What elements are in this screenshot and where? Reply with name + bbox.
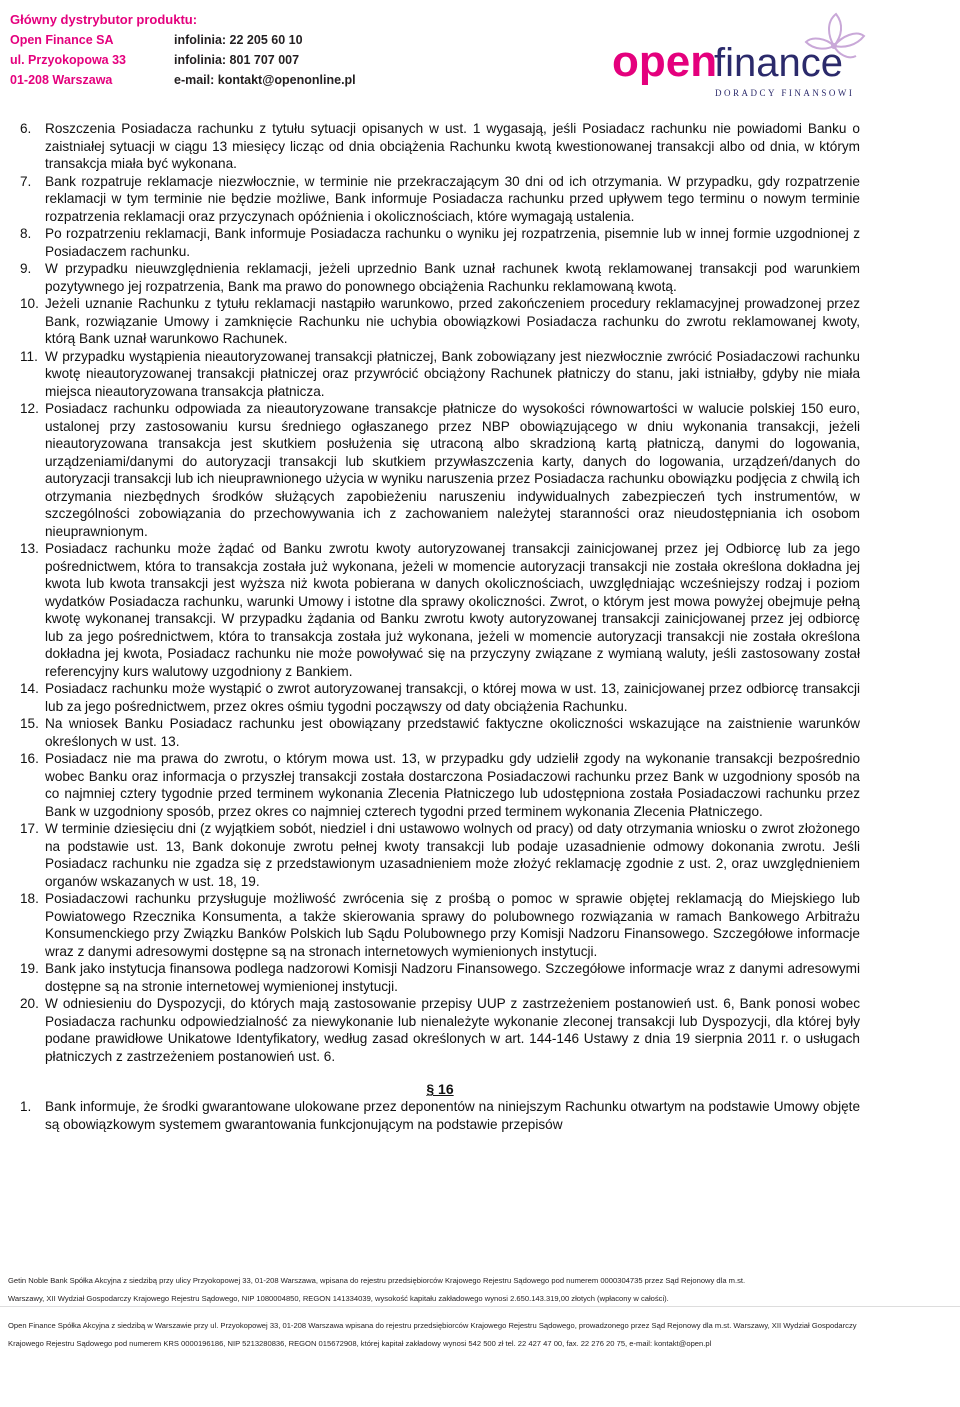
item-number: 18. — [20, 891, 39, 906]
footer-line-2: Warszawy, XII Wydział Gospodarczy Krajowego Rejestru Sądowego, NIP 1080004850, REGON 141334039, wysokość kapitału zakładowego wynosi 2.650.143.319,00 złotych (wpłacony w całości). — [8, 1294, 669, 1303]
item-number: 11. — [20, 348, 38, 364]
item-number: 12. — [20, 401, 39, 416]
list-item — [20, 540, 860, 680]
list-item — [20, 225, 860, 260]
item-text: W przypadku nieuwzględnienia reklamacji, jeżeli uprzednio Bank uznał rachunek kwotą reklamowanej transakcji pod warunkiem pozytywnego jej rozpatrzenia, Bank ma prawo do ponownego obciążenia Rachunku reklamowaną kwotą. — [45, 261, 860, 294]
list-item — [20, 890, 860, 960]
hotline-1: infolinia: 22 205 60 10 — [174, 33, 303, 47]
item-text: Posiadacz rachunku może żądać od Banku zwrotu kwoty autoryzowanej transakcji zainicjowanej przez jej Odbiorcę lub za jego pośrednictwem, która to transakcja została już wykonana, jeżeli w momencie autoryzacji transakcji nie została określona dokładna jej kwota lub kwota transakcji jest wyższa niż kwota pobierana w danych okolicznościach, uwzględniając wcześniejszy rodzaj i poziom wydatków Posiadacza rachunku, warunki Umowy i istotne dla sprawy okoliczności. Zwrot, o którym jest mowa powyżej obejmuje pełną kwotę wykonanej transakcji. W przypadku żądania od Banku zwrotu kwoty autoryzowanej transakcji zainicjowanej przez jej odbiorcę lub za jego pośrednictwem, która to transakcja została już wykonana, jeżeli w momencie autoryzacji transakcji nie została określona dokładna jej kwota, Posiadacz rachunku nie może powoływać się na przyczyny związane z wymianą waluty, jeśli zastosowany został referencyjny kurs walutowy uzgodniony z Bankiem. — [45, 541, 860, 679]
list-item — [20, 820, 860, 890]
contact-email: e-mail: kontakt@openonline.pl — [174, 73, 356, 87]
item-text: Bank rozpatruje reklamacje niezwłocznie, w terminie nie przekraczającym 30 dni od ich otrzymania. W przypadku, gdy rozpatrzenie reklamacji w tym terminie nie będzie możliwe, Bank informuje Posiadacza rachunku przed upływem tego terminu o nowym terminie rozpatrzenia reklamacji oraz przyczynach opóźnienia i okolicznościach, które wymagają ustalenia. — [45, 173, 860, 224]
item-number: 14. — [20, 681, 39, 696]
item-number: 9. — [20, 261, 32, 276]
list-item — [20, 1098, 860, 1133]
list-item — [20, 348, 860, 401]
document-body — [20, 120, 860, 1133]
item-text: Jeżeli uznanie Rachunku z tytułu reklamacji nastąpiło warunkowo, przed zakończeniem procedury reklamacyjnej prowadzonej przez Bank, rozwiązanie Umowy i zamknięcie Rachunku nie uchybia obowiązkowi Posiadacza rachunku do zwrotu reklamowanej kwoty, którą Bank uznał warunkowo Rachunek. — [45, 296, 860, 346]
item-number: 10. — [20, 296, 39, 311]
item-text: W przypadku wystąpienia nieautoryzowanej transakcji płatniczej, Bank zobowiązany jest niezwłocznie zwrócić Posiadaczowi rachunku kwotę nieautoryzowanej transakcji płatniczej oraz przywrócić obciążony Rachunek płatniczy do stanu, jaki istniałby, gdyby nie miała miejsca nieautoryzowana transakcja płatnicza. — [45, 348, 860, 399]
hotline-2: infolinia: 801 707 007 — [174, 53, 300, 67]
footer-openfinance-info — [8, 1317, 958, 1353]
item-text: Posiadacz rachunku może wystąpić o zwrot autoryzowanej transakcji, o której mowa w ust. 13, zainicjowanej przez odbiorcę transakcji lub za jego pośrednictwem, przez okres ośmiu tygodni począwszy od daty obciążenia Rachunku. — [45, 681, 860, 714]
item-text: Na wniosek Banku Posiadacz rachunku jest obowiązany przedstawić faktyczne okoliczności wskazujące na zaistnienie warunków określonych w ust. 13. — [45, 716, 860, 749]
list-item — [20, 960, 860, 995]
item-number: 20. — [20, 996, 39, 1011]
item-number: 7. — [20, 173, 32, 189]
company-street: ul. Przyokopowa 33 — [10, 53, 127, 67]
list-item — [20, 173, 860, 226]
company-city: 01-208 Warszawa — [10, 73, 113, 87]
section-paragraph-list — [20, 1098, 860, 1133]
list-item — [20, 680, 860, 715]
item-text: Bank jako instytucja finansowa podlega nadzorowi Komisji Nadzoru Finansowego. Szczegółowe informacje wraz z danymi adresowymi dostępne są na stronie internetowej wymienionej instytucji. — [45, 961, 860, 994]
list-item — [20, 750, 860, 820]
item-number: 13. — [20, 541, 39, 556]
list-item — [20, 120, 860, 173]
item-text: Posiadacz rachunku odpowiada za nieautoryzowane transakcje płatnicze do wysokości równowartości w walucie polskiej 150 euro, ustalonej przy zastosowaniu kursu średniego ogłaszanego przez NBP obowiązującego w dniu wykonania transakcji, jeżeli nieautoryzowana transakcja jest skutkiem posłużenia się utraconą albo skradzioną kartą płatniczą, danymi do logowania, urządzeniami/danymi do autoryzacji transakcji lub skutkiem przywłaszczenia karty, danych do logowania, urządzeń/danych do autoryzacji transakcji lub ich nieuprawnionego użycia w wyniku naruszenia przez Posiadacza rachunku obowiązku podjęcia z chwilą ich otrzymania niezbędnych środków służących zapobieżeniu naruszeniu indywidualnych zabezpieczeń tych instrumentów, w szczególności zobowiązania do przechowywania ich z zachowaniem należytej staranności oraz nieudostępniania ich osobom nieuprawnionym. — [45, 401, 860, 539]
item-text: Po rozpatrzeniu reklamacji, Bank informuje Posiadacza rachunku o wyniku jej rozpatrzenia, pisemnie lub w innej formie uzgodnionej z Posiadaczem rachunku. — [45, 226, 860, 259]
contact-block — [174, 30, 356, 90]
list-item — [20, 715, 860, 750]
item-text: Posiadaczowi rachunku przysługuje możliwość zwrócenia się z prośbą o pomoc w sprawie objętej reklamacją do Miejskiego lub Powiatowego Rzecznika Konsumenta, a także skierowania sprawy do polubownego rozwiązania w ramach Bankowego Arbitrażu Konsumenckiego przy Związku Banków Polskich lub Sądu Polubownego przy Komisji Nadzoru Finansowego. Szczegółowe informacje wraz z danymi adresowymi dostępne są na stronach internetowych wymienionych instytucji. — [45, 891, 860, 959]
list-item — [20, 295, 860, 348]
footer-line-1: Getin Noble Bank Spółka Akcyjna z siedzibą przy ulicy Przyokopowej 33, 01-208 Warszawa, wpisana do rejestru przedsiębiorców Krajowego Rejestru Sądowego pod numerem 0000304735 przez Sąd Rejonowy dla m.st. — [8, 1276, 746, 1285]
item-text: W odniesieniu do Dyspozycji, do których mają zastosowanie przepisy UUP z zastrzeżeniem postanowień ust. 6, Bank ponosi wobec Posiadacza rachunku odpowiedzialność za niewykonanie lub nienależyte wykonanie zleconej transakcji lub Dyspozycji, dla której były podane prawidłowe Unikatowe Identyfikatory, według zasad określonych w art. 144-146 Ustawy z dnia 19 sierpnia 2011 r. o usługach płatniczych z zastrzeżeniem postanowień ust. 6. — [45, 996, 860, 1064]
logo-tagline: DORADCY FINANSOWI — [715, 88, 855, 98]
item-number: 16. — [20, 751, 39, 766]
logo-word-finance: finance — [714, 41, 843, 85]
footer-bank-info — [8, 1272, 958, 1308]
footer-line-3: Open Finance Spółka Akcyjna z siedzibą w Warszawie przy ul. Przyokopowej 33, 01-208 Warszawa wpisana do rejestru przedsiębiorców Krajowego Rejestru Sądowego, prowadzonego przez Sąd Rejonowy dla m.st. Warszawy, XII Wydział Gospodarczy — [8, 1321, 857, 1330]
distributor-block — [10, 10, 197, 90]
open-finance-logo-svg — [612, 6, 874, 102]
item-number: 8. — [20, 226, 32, 241]
list-item — [20, 260, 860, 295]
item-number: 1. — [20, 1099, 32, 1114]
footer-line-4: Krajowego Rejestru Sądowego pod numerem KRS 0000196186, NIP 5213280836, REGON 015672908, której kapitał zakładowy wynosi 542 500 zł tel. 22 427 47 00, fax. 22 276 20 75, e-mail: kontakt@open.pl — [8, 1339, 712, 1348]
item-number: 15. — [20, 716, 39, 731]
section-heading: § 16 — [426, 1081, 454, 1097]
item-text: Bank informuje, że środki gwarantowane ulokowane przez deponentów na niniejszym Rachunku otwartym na podstawie Umowy objęte są obowiązkowym systemem gwarantowania funkcjonującym na podstawie przepisów — [45, 1099, 860, 1132]
item-text: W terminie dziesięciu dni (z wyjątkiem sobót, niedziel i dni ustawowo wolnych od pracy) od daty otrzymania wniosku o zwrot złożonego na podstawie ust. 13, Bank dokonuje zwrotu pełnej kwoty transakcji lub podaje uzasadnienie odmowy dokonania zwrotu. Jeśli Posiadacz rachunku nie zgadza się z przedstawionym uzasadnieniem może złożyć reklamację zgodnie z ust. 2, oraz uwzględnieniem organów wskazanych w ust. 18, 19. — [45, 821, 860, 889]
list-item — [20, 995, 860, 1065]
footer-divider — [0, 1306, 960, 1307]
item-number: 17. — [20, 821, 39, 836]
item-number: 19. — [20, 961, 39, 976]
logo-word-open: open — [612, 37, 718, 86]
item-text: Roszczenia Posiadacza rachunku z tytułu sytuacji opisanych w ust. 1 wygasają, jeśli Posiadacz rachunku nie powiadomi Banku o zaistniałej sytuacji w ciągu 13 miesięcy licząc od dnia obciążenia Rachunku kwotą kwestionowanej transakcji albo od dnia, w którym transakcja miała być wykonana. — [45, 121, 860, 171]
paragraph-list — [20, 120, 860, 1065]
open-finance-logo — [612, 6, 874, 102]
item-number: 6. — [20, 121, 32, 136]
distributor-label: Główny dystrybutor produktu: — [10, 12, 198, 27]
item-text: Posiadacz nie ma prawa do zwrotu, o którym mowa ust. 13, w przypadku gdy udzielił zgody na wykonanie transakcji bezpośrednio wobec Banku oraz informacja o przyszłej transakcji została dostarczona Posiadaczowi rachunku przez Bank w uzgodniony sposób na co najmniej cztery tygodnie przed terminem wykonania Zlecenia Płatniczego lub udostępniona została Posiadaczowi rachunku przez Bank w uzgodniony sposób, przez okres co najmniej czterech tygodni przed terminem wykonania Zlecenia Płatniczego. — [45, 751, 860, 819]
list-item — [20, 400, 860, 540]
company-name: Open Finance SA — [10, 33, 114, 47]
